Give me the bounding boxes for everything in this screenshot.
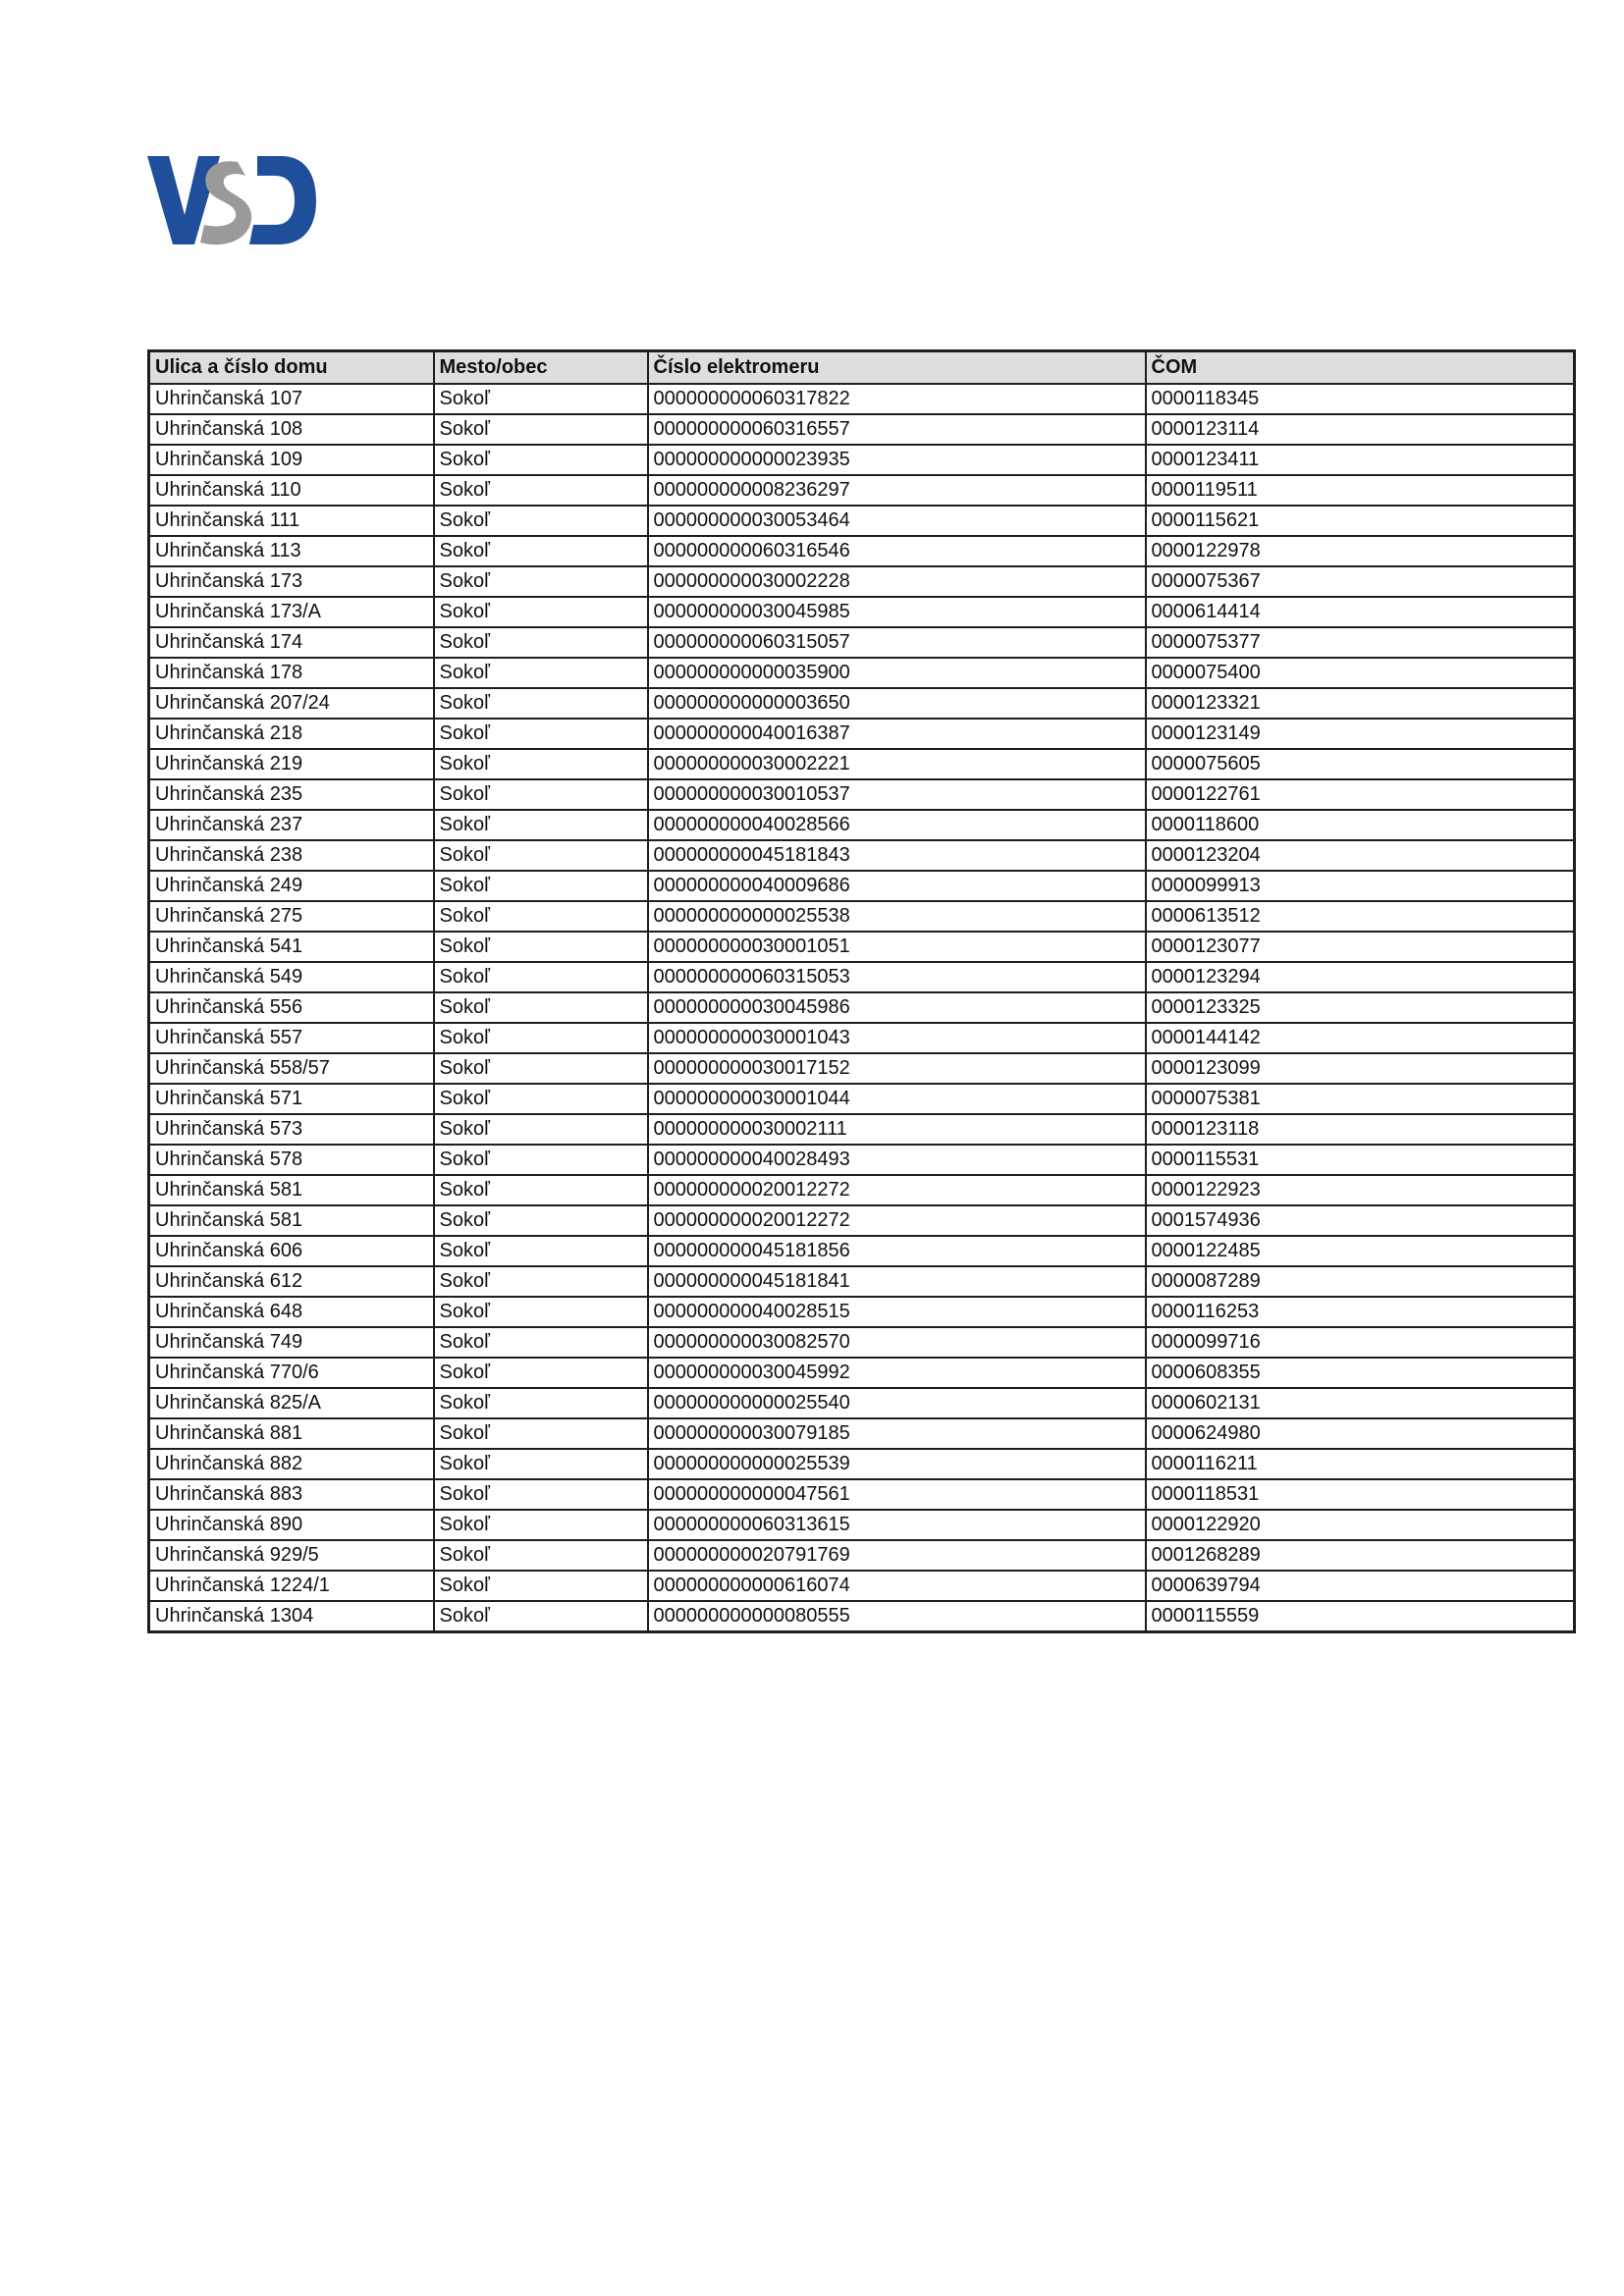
street-cell: Uhrinčanská 881 — [149, 1418, 434, 1449]
street-cell: Uhrinčanská 556 — [149, 992, 434, 1023]
street-cell: Uhrinčanská 648 — [149, 1297, 434, 1327]
table-row — [149, 506, 1575, 536]
city-cell: Sokoľ — [434, 810, 648, 840]
city-cell: Sokoľ — [434, 475, 648, 506]
meter-number-cell: 000000000030002111 — [648, 1114, 1146, 1145]
com-cell: 0000119511 — [1146, 475, 1575, 506]
street-cell: Uhrinčanská 883 — [149, 1479, 434, 1510]
city-cell: Sokoľ — [434, 901, 648, 932]
com-cell: 0000122485 — [1146, 1236, 1575, 1266]
table-row — [149, 1084, 1575, 1114]
header-city: Mesto/obec — [434, 351, 648, 384]
city-cell: Sokoľ — [434, 1449, 648, 1479]
city-cell: Sokoľ — [434, 1297, 648, 1327]
meter-number-cell: 000000000000025539 — [648, 1449, 1146, 1479]
table-row — [149, 1145, 1575, 1175]
city-cell: Sokoľ — [434, 1479, 648, 1510]
com-cell: 0000123325 — [1146, 992, 1575, 1023]
com-cell: 0000602131 — [1146, 1388, 1575, 1418]
meter-number-cell: 000000000020791769 — [648, 1540, 1146, 1571]
city-cell: Sokoľ — [434, 1205, 648, 1236]
table-row — [149, 445, 1575, 475]
meter-number-cell: 000000000030001044 — [648, 1084, 1146, 1114]
meter-number-cell: 000000000040028566 — [648, 810, 1146, 840]
city-cell: Sokoľ — [434, 1510, 648, 1540]
table-row — [149, 1540, 1575, 1571]
city-cell: Sokoľ — [434, 962, 648, 992]
city-cell: Sokoľ — [434, 1358, 648, 1388]
com-cell: 0000122923 — [1146, 1175, 1575, 1205]
com-cell: 0000122978 — [1146, 536, 1575, 566]
city-cell: Sokoľ — [434, 445, 648, 475]
meter-number-cell: 000000000030001051 — [648, 932, 1146, 962]
meter-number-cell: 000000000030010537 — [648, 779, 1146, 810]
city-cell: Sokoľ — [434, 932, 648, 962]
street-cell: Uhrinčanská 749 — [149, 1327, 434, 1358]
com-cell: 0000123149 — [1146, 719, 1575, 749]
com-cell: 0000115559 — [1146, 1601, 1575, 1632]
com-cell: 0000123294 — [1146, 962, 1575, 992]
street-cell: Uhrinčanská 107 — [149, 384, 434, 414]
city-cell: Sokoľ — [434, 1327, 648, 1358]
meter-number-cell: 000000000030045985 — [648, 597, 1146, 627]
meter-number-cell: 000000000060313615 — [648, 1510, 1146, 1540]
com-cell: 0001268289 — [1146, 1540, 1575, 1571]
street-cell: Uhrinčanská 249 — [149, 871, 434, 901]
table-row — [149, 1479, 1575, 1510]
com-cell: 0000122920 — [1146, 1510, 1575, 1540]
table-row — [149, 1388, 1575, 1418]
street-cell: Uhrinčanská 275 — [149, 901, 434, 932]
com-cell: 0000123118 — [1146, 1114, 1575, 1145]
com-cell: 0000613512 — [1146, 901, 1575, 932]
header-street: Ulica a číslo domu — [149, 351, 434, 384]
street-cell: Uhrinčanská 1304 — [149, 1601, 434, 1632]
com-cell: 0000115621 — [1146, 506, 1575, 536]
com-cell: 0000075367 — [1146, 566, 1575, 597]
table-row — [149, 566, 1575, 597]
city-cell: Sokoľ — [434, 566, 648, 597]
com-cell: 0000115531 — [1146, 1145, 1575, 1175]
street-cell: Uhrinčanská 238 — [149, 840, 434, 871]
table-row — [149, 871, 1575, 901]
street-cell: Uhrinčanská 173/A — [149, 597, 434, 627]
com-cell: 0000118600 — [1146, 810, 1575, 840]
com-cell: 0000614414 — [1146, 597, 1575, 627]
city-cell: Sokoľ — [434, 627, 648, 658]
meter-number-cell: 000000000030002228 — [648, 566, 1146, 597]
table-row — [149, 901, 1575, 932]
com-cell: 0000123099 — [1146, 1053, 1575, 1084]
meter-number-cell: 000000000000023935 — [648, 445, 1146, 475]
table-row — [149, 932, 1575, 962]
meter-table — [147, 349, 1576, 1633]
table-row — [149, 1358, 1575, 1388]
table-row — [149, 1418, 1575, 1449]
city-cell: Sokoľ — [434, 1601, 648, 1632]
meter-number-cell: 000000000060316557 — [648, 414, 1146, 445]
com-cell: 0000118345 — [1146, 384, 1575, 414]
com-cell: 0000099716 — [1146, 1327, 1575, 1358]
table-row — [149, 1053, 1575, 1084]
city-cell: Sokoľ — [434, 1175, 648, 1205]
street-cell: Uhrinčanská 174 — [149, 627, 434, 658]
meter-number-cell: 000000000000616074 — [648, 1571, 1146, 1601]
table-row — [149, 749, 1575, 779]
meter-number-cell: 000000000000080555 — [648, 1601, 1146, 1632]
street-cell: Uhrinčanská 113 — [149, 536, 434, 566]
table-row — [149, 627, 1575, 658]
city-cell: Sokoľ — [434, 1145, 648, 1175]
table-row — [149, 1449, 1575, 1479]
com-cell: 0000144142 — [1146, 1023, 1575, 1053]
street-cell: Uhrinčanská 235 — [149, 779, 434, 810]
meter-number-cell: 000000000060315053 — [648, 962, 1146, 992]
header-meter-number: Číslo elektromeru — [648, 351, 1146, 384]
street-cell: Uhrinčanská 108 — [149, 414, 434, 445]
meter-number-cell: 000000000000047561 — [648, 1479, 1146, 1510]
table-row — [149, 1297, 1575, 1327]
table-row — [149, 384, 1575, 414]
table-row — [149, 779, 1575, 810]
meter-number-cell: 000000000060317822 — [648, 384, 1146, 414]
city-cell: Sokoľ — [434, 1114, 648, 1145]
meter-number-cell: 000000000030053464 — [648, 506, 1146, 536]
street-cell: Uhrinčanská 929/5 — [149, 1540, 434, 1571]
street-cell: Uhrinčanská 219 — [149, 749, 434, 779]
table-row — [149, 719, 1575, 749]
com-cell: 0000123114 — [1146, 414, 1575, 445]
com-cell: 0000122761 — [1146, 779, 1575, 810]
city-cell: Sokoľ — [434, 1084, 648, 1114]
com-cell: 0000639794 — [1146, 1571, 1575, 1601]
vsd-logo-graphic — [147, 152, 316, 248]
vsd-logo — [147, 152, 316, 248]
street-cell: Uhrinčanská 173 — [149, 566, 434, 597]
city-cell: Sokoľ — [434, 1266, 648, 1297]
city-cell: Sokoľ — [434, 414, 648, 445]
com-cell: 0000624980 — [1146, 1418, 1575, 1449]
street-cell: Uhrinčanská 541 — [149, 932, 434, 962]
street-cell: Uhrinčanská 890 — [149, 1510, 434, 1540]
meter-number-cell: 000000000000025540 — [648, 1388, 1146, 1418]
com-cell: 0000075400 — [1146, 658, 1575, 688]
street-cell: Uhrinčanská 109 — [149, 445, 434, 475]
table-row — [149, 688, 1575, 719]
meter-number-cell: 000000000040016387 — [648, 719, 1146, 749]
table-row — [149, 414, 1575, 445]
city-cell: Sokoľ — [434, 719, 648, 749]
table-row — [149, 1205, 1575, 1236]
street-cell: Uhrinčanská 770/6 — [149, 1358, 434, 1388]
meter-number-cell: 000000000000035900 — [648, 658, 1146, 688]
com-cell: 0000116211 — [1146, 1449, 1575, 1479]
city-cell: Sokoľ — [434, 1388, 648, 1418]
com-cell: 0000608355 — [1146, 1358, 1575, 1388]
city-cell: Sokoľ — [434, 749, 648, 779]
street-cell: Uhrinčanská 571 — [149, 1084, 434, 1114]
street-cell: Uhrinčanská 1224/1 — [149, 1571, 434, 1601]
meter-number-cell: 000000000000025538 — [648, 901, 1146, 932]
com-cell: 0000123411 — [1146, 445, 1575, 475]
table-row — [149, 992, 1575, 1023]
table-row — [149, 962, 1575, 992]
street-cell: Uhrinčanská 578 — [149, 1145, 434, 1175]
table-row — [149, 1023, 1575, 1053]
table-row — [149, 597, 1575, 627]
table-header-row — [149, 351, 1575, 384]
table-row — [149, 810, 1575, 840]
city-cell: Sokoľ — [434, 1571, 648, 1601]
meter-number-cell: 000000000045181841 — [648, 1266, 1146, 1297]
meter-number-cell: 000000000030002221 — [648, 749, 1146, 779]
street-cell: Uhrinčanská 581 — [149, 1175, 434, 1205]
com-cell: 0000087289 — [1146, 1266, 1575, 1297]
meter-number-cell: 000000000040028515 — [648, 1297, 1146, 1327]
table-row — [149, 1601, 1575, 1632]
city-cell: Sokoľ — [434, 688, 648, 719]
meter-number-cell: 000000000045181843 — [648, 840, 1146, 871]
street-cell: Uhrinčanská 178 — [149, 658, 434, 688]
table-row — [149, 1236, 1575, 1266]
street-cell: Uhrinčanská 606 — [149, 1236, 434, 1266]
street-cell: Uhrinčanská 581 — [149, 1205, 434, 1236]
com-cell: 0000075605 — [1146, 749, 1575, 779]
meter-number-cell: 000000000030082570 — [648, 1327, 1146, 1358]
meter-number-cell: 000000000060315057 — [648, 627, 1146, 658]
header-com: ČOM — [1146, 351, 1575, 384]
table-body — [149, 384, 1575, 1632]
com-cell: 0000118531 — [1146, 1479, 1575, 1510]
street-cell: Uhrinčanská 573 — [149, 1114, 434, 1145]
com-cell: 0000123077 — [1146, 932, 1575, 962]
com-cell: 0000099913 — [1146, 871, 1575, 901]
meter-number-cell: 000000000020012272 — [648, 1175, 1146, 1205]
city-cell: Sokoľ — [434, 597, 648, 627]
street-cell: Uhrinčanská 549 — [149, 962, 434, 992]
city-cell: Sokoľ — [434, 871, 648, 901]
com-cell: 0000123204 — [1146, 840, 1575, 871]
meter-number-cell: 000000000008236297 — [648, 475, 1146, 506]
meter-number-cell: 000000000030001043 — [648, 1023, 1146, 1053]
meter-number-cell: 000000000030017152 — [648, 1053, 1146, 1084]
com-cell: 0001574936 — [1146, 1205, 1575, 1236]
com-cell: 0000075377 — [1146, 627, 1575, 658]
table-row — [149, 1175, 1575, 1205]
meter-number-cell: 000000000040009686 — [648, 871, 1146, 901]
com-cell: 0000116253 — [1146, 1297, 1575, 1327]
table-row — [149, 475, 1575, 506]
city-cell: Sokoľ — [434, 840, 648, 871]
street-cell: Uhrinčanská 207/24 — [149, 688, 434, 719]
city-cell: Sokoľ — [434, 992, 648, 1023]
com-cell: 0000075381 — [1146, 1084, 1575, 1114]
city-cell: Sokoľ — [434, 1236, 648, 1266]
city-cell: Sokoľ — [434, 1023, 648, 1053]
table-row — [149, 1114, 1575, 1145]
meter-number-cell: 000000000045181856 — [648, 1236, 1146, 1266]
table-row — [149, 840, 1575, 871]
city-cell: Sokoľ — [434, 1540, 648, 1571]
street-cell: Uhrinčanská 558/57 — [149, 1053, 434, 1084]
com-cell: 0000123321 — [1146, 688, 1575, 719]
street-cell: Uhrinčanská 557 — [149, 1023, 434, 1053]
city-cell: Sokoľ — [434, 1053, 648, 1084]
street-cell: Uhrinčanská 218 — [149, 719, 434, 749]
street-cell: Uhrinčanská 882 — [149, 1449, 434, 1479]
table-row — [149, 1266, 1575, 1297]
street-cell: Uhrinčanská 111 — [149, 506, 434, 536]
city-cell: Sokoľ — [434, 536, 648, 566]
meter-table-container — [147, 349, 1573, 1633]
street-cell: Uhrinčanská 825/A — [149, 1388, 434, 1418]
meter-number-cell: 000000000030045986 — [648, 992, 1146, 1023]
table-row — [149, 1571, 1575, 1601]
table-row — [149, 658, 1575, 688]
meter-number-cell: 000000000030079185 — [648, 1418, 1146, 1449]
city-cell: Sokoľ — [434, 1418, 648, 1449]
table-row — [149, 1510, 1575, 1540]
street-cell: Uhrinčanská 237 — [149, 810, 434, 840]
city-cell: Sokoľ — [434, 384, 648, 414]
city-cell: Sokoľ — [434, 658, 648, 688]
meter-number-cell: 000000000030045992 — [648, 1358, 1146, 1388]
meter-number-cell: 000000000060316546 — [648, 536, 1146, 566]
table-row — [149, 536, 1575, 566]
city-cell: Sokoľ — [434, 779, 648, 810]
meter-number-cell: 000000000020012272 — [648, 1205, 1146, 1236]
street-cell: Uhrinčanská 612 — [149, 1266, 434, 1297]
meter-number-cell: 000000000000003650 — [648, 688, 1146, 719]
street-cell: Uhrinčanská 110 — [149, 475, 434, 506]
meter-number-cell: 000000000040028493 — [648, 1145, 1146, 1175]
city-cell: Sokoľ — [434, 506, 648, 536]
table-row — [149, 1327, 1575, 1358]
